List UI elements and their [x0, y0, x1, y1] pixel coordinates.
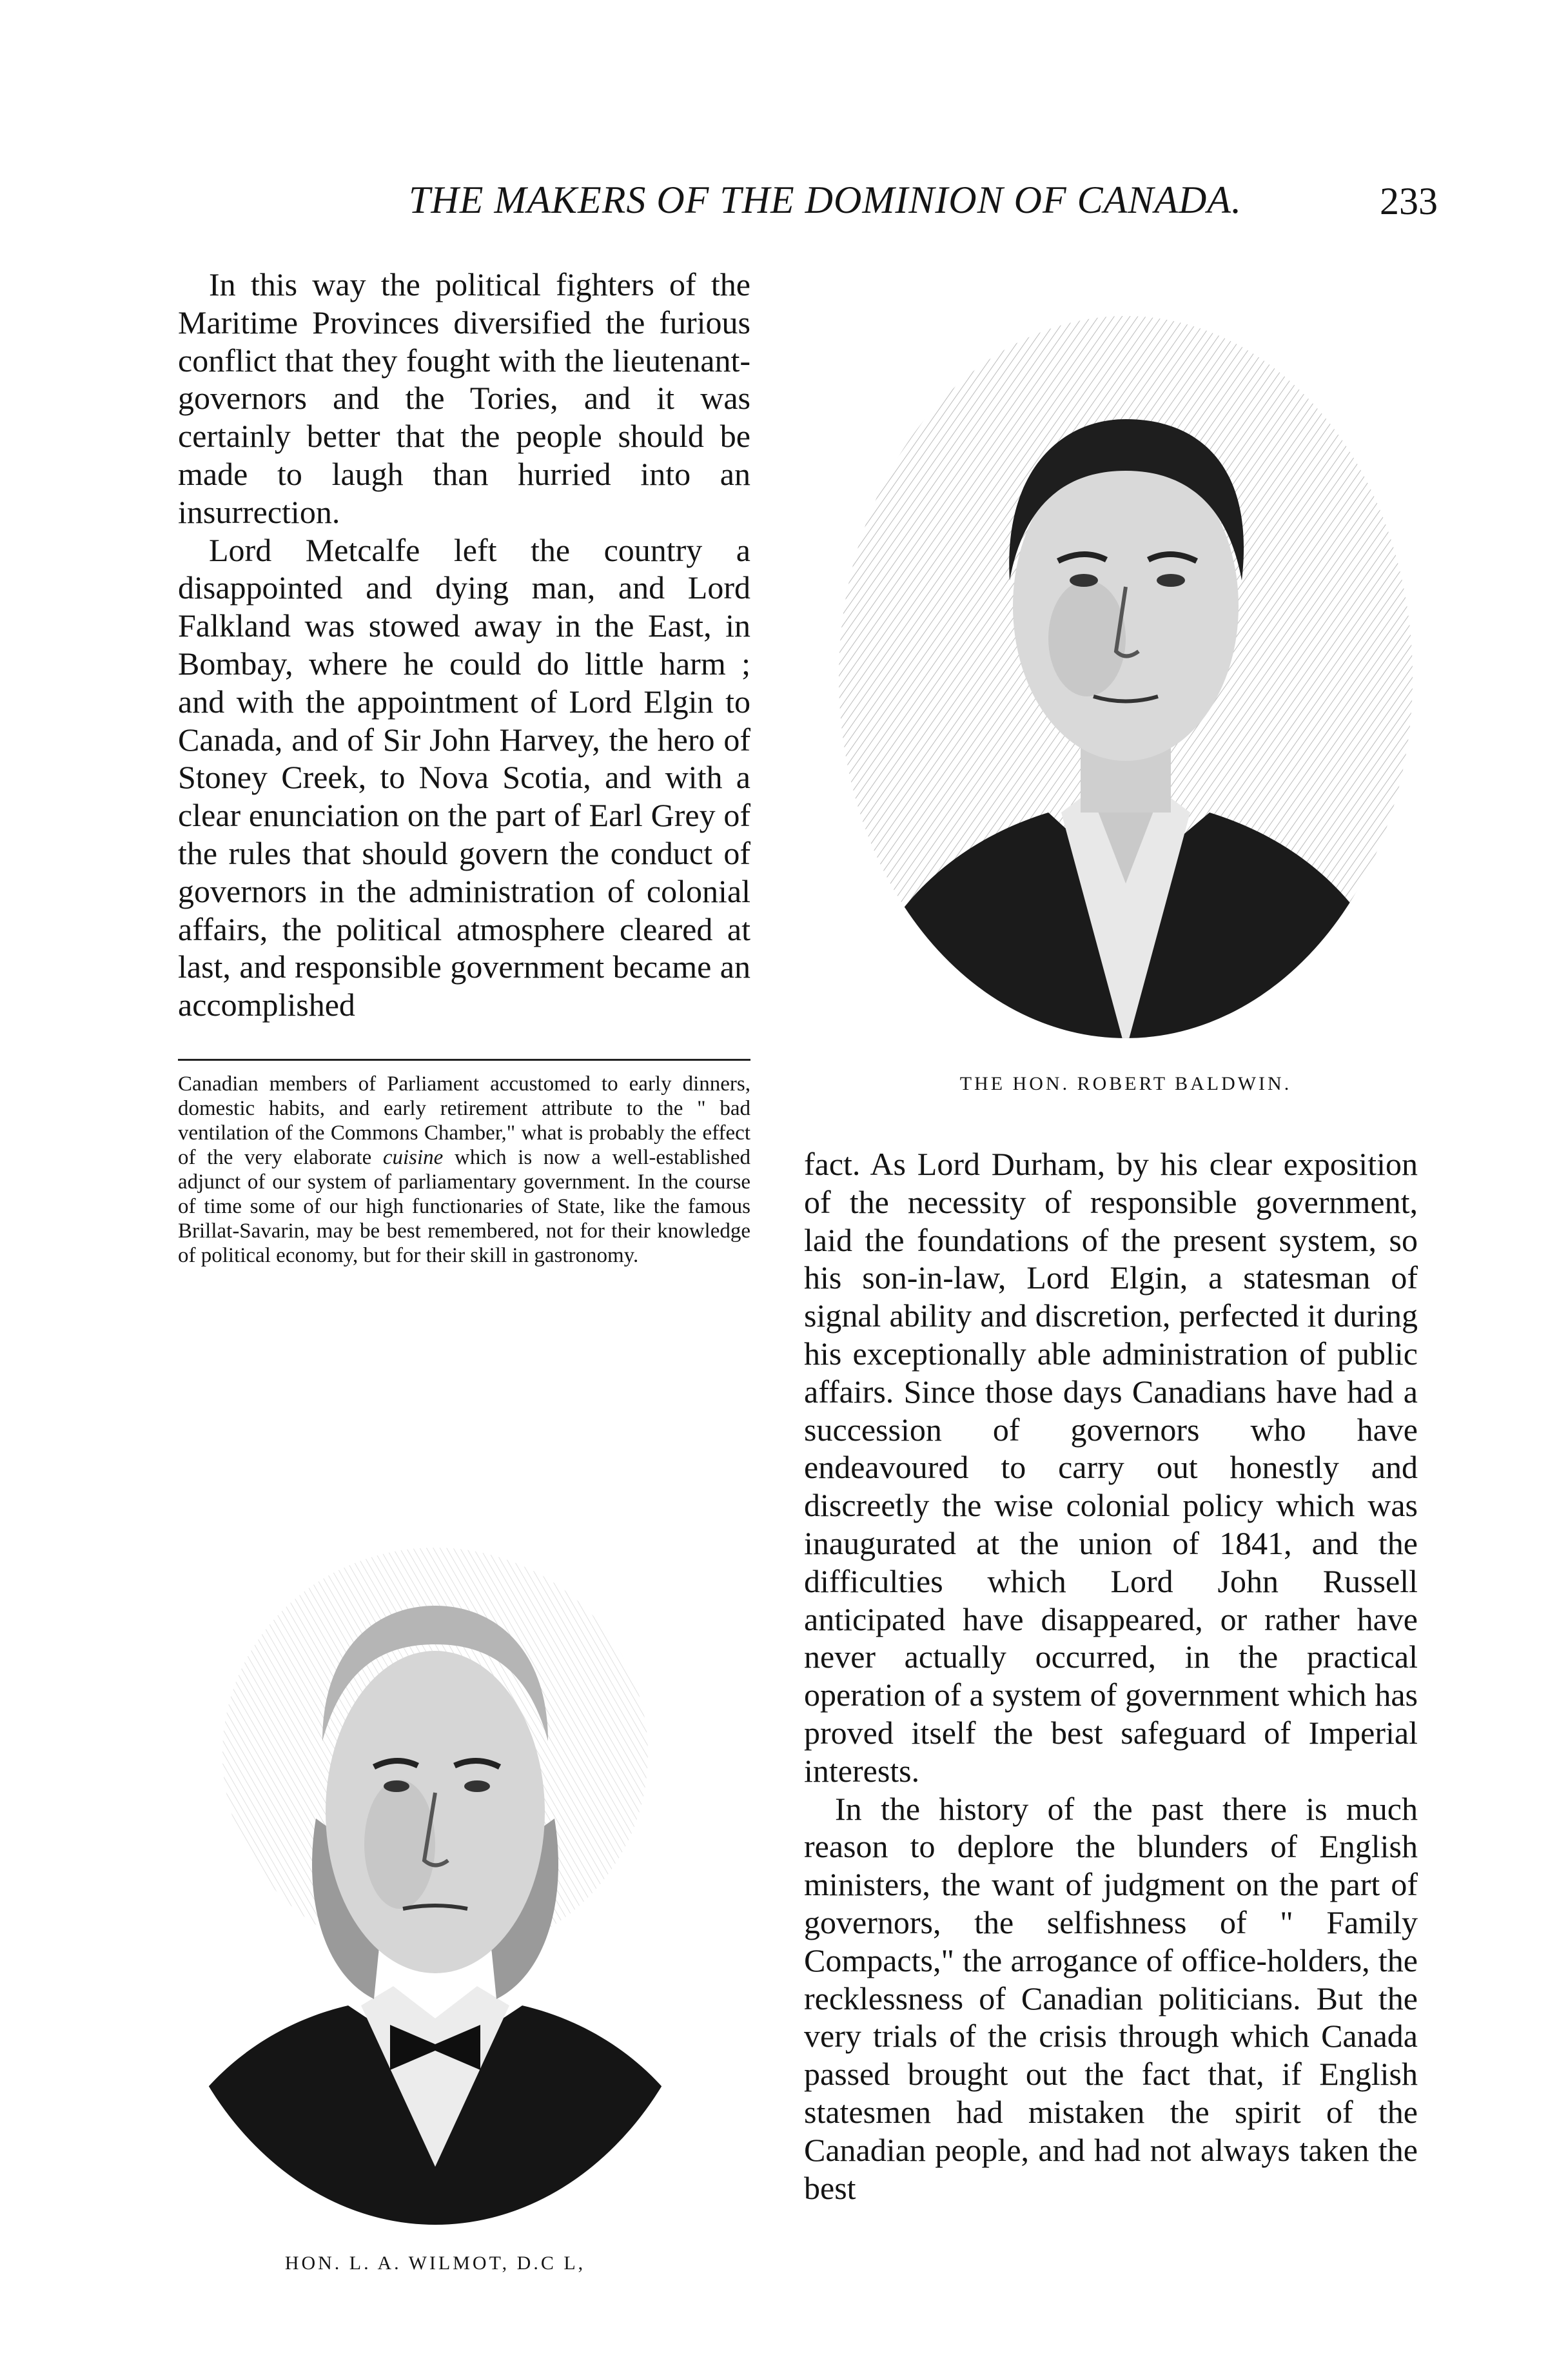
- page-number: 233: [1380, 180, 1438, 222]
- footnote-rule: [178, 1059, 750, 1061]
- portrait-robert-baldwin: [816, 303, 1435, 1051]
- footnote-italic-term: cuisine: [382, 1146, 444, 1169]
- paragraph: Lord Metcalfe left the country a disappointed and dying man, and Lord Falkland was stowed away in the East, in Bombay, where he could do little harm ; and with the appointment of Lord Elgin to Canada, and of Sir John Harvey, the hero of Stoney Creek, to Nova Scotia, and with a clear enunciation on the part of Earl Grey of the rules that should govern the conduct of governors in the administration of colonial affairs, the political atmosphere cleared at last, and responsible government became an accomplished: [178, 531, 750, 1023]
- footnote-text-end: which is now a well-established adjunct of our system of parliamentary government. In the course of time some of our high functionaries of State, like the famous Brillat-Savarin, may be best remembered, not for their knowledge of political economy, but for their skill in gastronomy.: [178, 1146, 750, 1267]
- paragraph: In this way the political fighters of the Maritime Provinces diversified the furious conflict that they fought with the lieutenant-governors and the Tories, and it was certainly better that the people should be made to laugh than hurried into an insurrection.: [178, 266, 750, 530]
- right-column: [804, 1145, 1418, 2207]
- portrait-la-wilmot: [129, 1509, 741, 2225]
- paragraph: In the history of the past there is much reason to deplore the blunders of English ministers, the want of judgment on the part of governors, the selfishness of " Family Compacts," the arrogance of office-holders, the recklessness of Canadian politicians. But the very trials of the crisis through which Canada passed brought out the fact that, if English statesmen had mistaken the spirit of the Canadian people, and had not always taken the best: [804, 1790, 1418, 2206]
- footnote-text-start: Canadian members of Parliament accustomed to early dinners, domestic habits, and early retirement attribute to the " bad ventilation of the Commons Chamber," what is probably the effect of the very elaborate: [178, 1072, 750, 1169]
- figure-caption: THE HON. ROBERT BALDWIN.: [959, 1073, 1292, 1094]
- paragraph: fact. As Lord Durham, by his clear exposition of the necessity of responsible government, laid the foundations of the present system, so his son-in-law, Lord Elgin, a statesman of signal ability and discretion, perfected it during his exceptionally able administration of public affairs. Since those days Canadians have had a succession of governors who have endeavoured to carry out honestly and discreetly the wise colonial policy which was inaugurated at the union of 1841, and the difficulties which Lord John Russell anticipated have disappeared, or rather have never actually occurred, in the practical operation of a system of government which has proved itself the best safeguard of Imperial interests.: [804, 1146, 1418, 1789]
- running-title: THE MAKERS OF THE DOMINION OF CANADA.: [409, 179, 1242, 221]
- figure-caption: HON. L. A. WILMOT, D.C L,: [284, 2252, 586, 2274]
- footnote: [178, 1072, 750, 1268]
- left-column: [178, 266, 750, 1024]
